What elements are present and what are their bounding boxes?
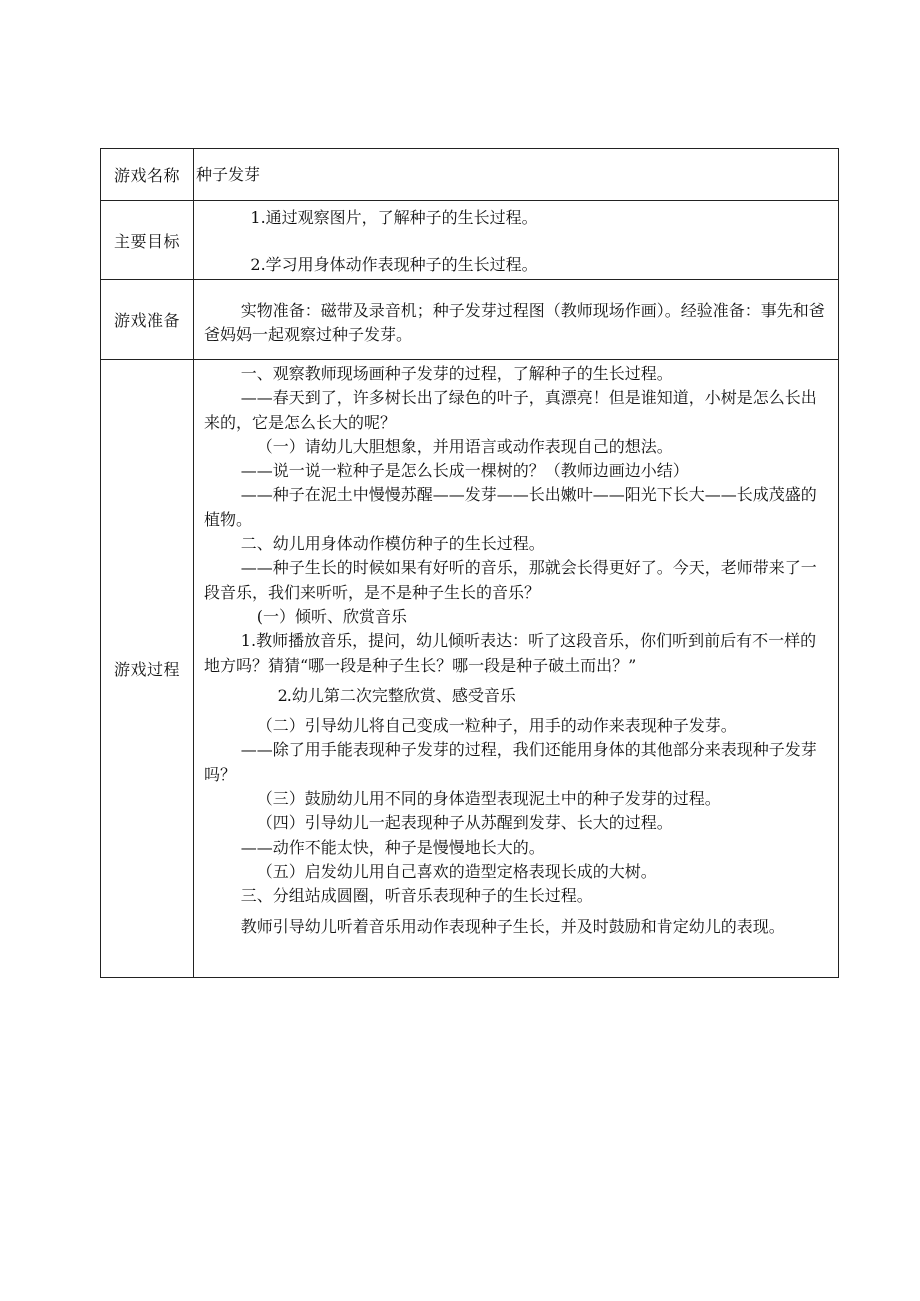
- label-process: 游戏过程: [101, 360, 194, 978]
- process-step: （一）请幼儿大胆想象，并用语言或动作表现自己的想法。: [256, 436, 673, 456]
- process-line: ——动作不能太快，种子是慢慢地长大的。: [240, 837, 545, 857]
- document-page: [100, 148, 839, 978]
- process-step: 1.教师播放音乐，提问，幼儿倾听表达：听了这段音乐，你们听到前后有不一样的地方吗？猜猜“哪一段是种子生长？哪一段是种子破土而出？”: [204, 631, 817, 675]
- process-line: ——种子在泥土中慢慢苏醒——发芽——长出嫩叶——阳光下长大——长成茂盛的植物。: [204, 485, 817, 529]
- row-process: [101, 360, 839, 978]
- goal-item-1: 1.通过观察图片，了解种子的生长过程。: [250, 208, 538, 227]
- label-game-name: 游戏名称: [101, 149, 194, 201]
- row-goals: [101, 201, 839, 280]
- process-step: (一）倾听、欣赏音乐: [256, 606, 408, 626]
- process-step: [204, 684, 828, 708]
- process-line: ——种子生长的时候如果有好听的音乐，那就会长得更好了。今天，老师带来了一段音乐，我们来听听，是不是种子生长的音乐？: [204, 558, 817, 602]
- process-section-3: 三、分组站成圆圈，听音乐表现种子的生长过程。: [240, 886, 593, 906]
- preparation-cell: [194, 280, 839, 360]
- process-step: （五）启发幼儿用自己喜欢的造型定格表现长成的大树。: [256, 861, 657, 881]
- process-step: （四）引导幼儿一起表现种子从苏醒到发芽、长大的过程。: [256, 813, 673, 833]
- step-text: .幼儿第二次完整欣赏、感受音乐: [286, 685, 516, 705]
- process-step: （三）鼓励幼儿用不同的身体造型表现泥土中的种子发芽的过程。: [256, 789, 721, 809]
- lesson-plan-table: [100, 148, 839, 978]
- process-step: （二）引导幼儿将自己变成一粒种子，用手的动作来表现种子发芽。: [256, 716, 737, 736]
- preparation-text: 实物准备：磁带及录音机；种子发芽过程图（教师现场作画）。经验准备：事先和爸爸妈妈一起观察过种子发芽。: [204, 300, 825, 344]
- process-line: ——除了用手能表现种子发芽的过程，我们还能用身体的其他部分来表现种子发芽吗？: [204, 740, 817, 784]
- process-line: 教师引导幼儿听着音乐用动作表现种子生长，并及时鼓励和肯定幼儿的表现。: [240, 916, 785, 936]
- label-goals: 主要目标: [101, 201, 194, 280]
- row-game-name: [101, 149, 839, 201]
- process-line: ——春天到了，许多树长出了绿色的叶子，真漂亮！但是谁知道，小树是怎么长出来的，它是怎么长大的呢？: [204, 388, 817, 432]
- process-line: ——说一说一粒种子是怎么长成一棵树的？（教师边画边小结）: [240, 461, 689, 481]
- goal-item-2: 2.学习用身体动作表现种子的生长过程。: [250, 255, 538, 274]
- goals-cell: [194, 201, 839, 280]
- step-number: 2: [277, 685, 288, 705]
- label-preparation: 游戏准备: [101, 280, 194, 360]
- process-section-2: 二、幼儿用身体动作模仿种子的生长过程。: [240, 534, 545, 554]
- value-game-name: 种子发芽: [194, 149, 839, 201]
- process-section-1: 一、观察教师现场画种子发芽的过程，了解种子的生长过程。: [240, 364, 673, 383]
- process-cell: [194, 360, 839, 978]
- row-preparation: [101, 280, 839, 360]
